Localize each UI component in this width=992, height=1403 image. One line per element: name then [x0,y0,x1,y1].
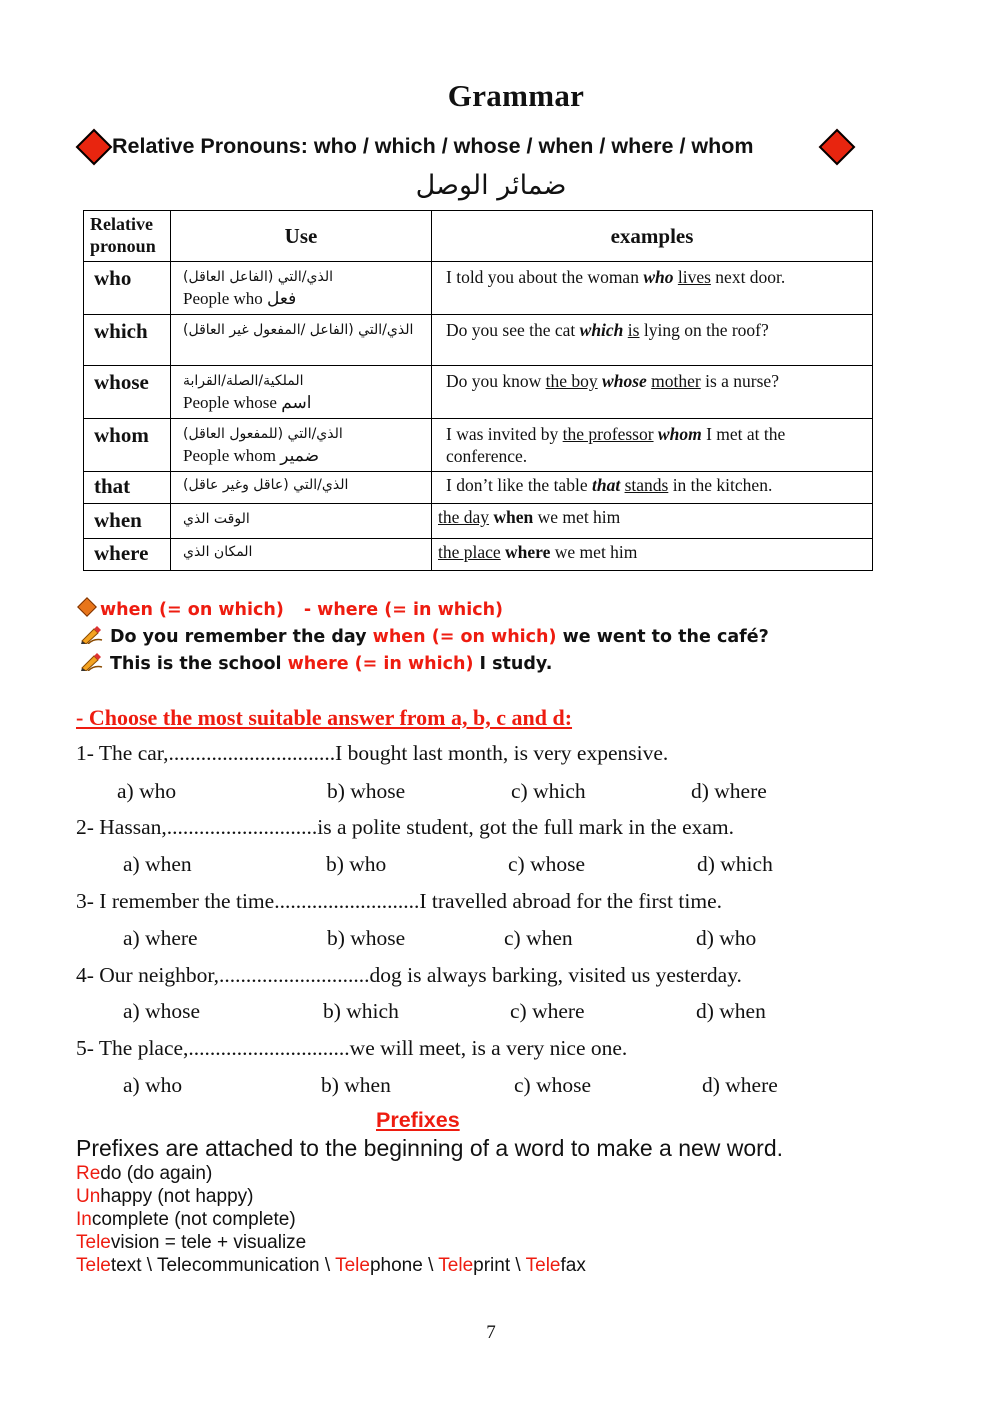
use-cell: الذي/التي (الفاعل /المفعول غير العاقل) [171,315,432,366]
example-cell: the day when we met him [432,504,873,539]
option-1a[interactable]: a) who [117,779,177,803]
option-5d[interactable]: d) where [702,1073,778,1097]
option-1c[interactable]: c) which [511,779,586,803]
question-1: 1- The car,...............................I bought last month, is very expensive. [76,741,669,765]
prefix-example: Incomplete (not complete) [76,1209,296,1230]
pronoun-cell: which [84,315,171,366]
use-cell: الذي/التي (للمفعول العاقل) People whom ضمير [171,419,432,472]
option-3a[interactable]: a) where [123,926,198,950]
option-2c[interactable]: c) whose [508,852,586,876]
header-examples: examples [432,211,873,262]
page-title: Grammar [447,78,585,113]
option-5a[interactable]: a) who [123,1073,183,1097]
header-use: Use [171,211,432,262]
pronoun-cell: whom [84,419,171,472]
question-4: 4- Our neighbor,............................dog is always barking, visited us yesterday. [76,963,742,987]
table-row [84,366,873,419]
table-row [84,419,873,472]
relative-pronouns-table [83,210,873,571]
subheading: Relative Pronouns: who / which / whose / when / where / whom [112,134,754,158]
option-3b[interactable]: b) whose [327,926,406,950]
pronoun-cell: who [84,262,171,315]
use-cell: الذي/التي (عاقل وغير عاقل) [171,472,432,504]
prefixes-intro: Prefixes are attached to the beginning of a word to make a new word. [76,1135,784,1161]
table-row [84,262,873,315]
example-cell: I told you about the woman who lives next door. [432,262,873,315]
table-row [84,472,873,504]
page-number: 7 [486,1322,496,1343]
table-row [84,504,873,539]
option-4a[interactable]: a) whose [123,999,201,1023]
question-2: 2- Hassan,............................is a polite student, got the full mark in the exam. [76,815,735,839]
option-3d[interactable]: d) who [696,926,757,950]
option-4d[interactable]: d) when [696,999,766,1023]
question-3: 3- I remember the time...........................I travelled abroad for the first time. [76,889,722,913]
exercise-heading: - Choose the most suitable answer from a, b, c and d: [76,705,573,730]
prefix-example: Teletext \ Telecommunication \ Telephone \ Teleprint \ Telefax [76,1255,586,1276]
example-cell: I don’t like the table that stands in the kitchen. [432,472,873,504]
header-pronoun: Relative pronoun [84,211,171,262]
prefix-example: Redo (do again) [76,1163,213,1184]
pencil-hand-icon [80,653,104,671]
note-example-2: This is the school where (= in which) I study. [80,654,552,674]
use-cell: الذي/التي (الفاعل العاقل) People who فعل [171,262,432,315]
option-4c[interactable]: c) where [510,999,585,1023]
use-cell: الوقت الذي [171,504,432,539]
pronoun-cell: whose [84,366,171,419]
example-cell: Do you know the boy whose mother is a nurse? [432,366,873,419]
table-row [84,539,873,571]
orange-diamond-icon [77,597,97,617]
example-cell: I was invited by the professor whom I met at the conference. [432,419,873,472]
question-5: 5- The place,..............................we will meet, is a very nice one. [76,1036,628,1060]
pronoun-cell: where [84,539,171,571]
use-cell: الملكية/الصلة/القرابة People whose اسم [171,366,432,419]
table-row [84,315,873,366]
right-diamond-icon [819,129,856,166]
option-3c[interactable]: c) when [504,926,573,950]
option-5b[interactable]: b) when [321,1073,391,1097]
prefix-example: Television = tele + visualize [76,1232,307,1253]
pronoun-cell: that [84,472,171,504]
example-cell: Do you see the cat which is lying on the roof? [432,315,873,366]
left-diamond-icon [76,129,113,166]
note-example-1: Do you remember the day when (= on which) we went to the café? [80,627,769,647]
example-cell: the place where we met him [432,539,873,571]
option-1b[interactable]: b) whose [327,779,406,803]
option-5c[interactable]: c) whose [514,1073,592,1097]
use-cell: المكان الذي [171,539,432,571]
table-header-row [84,211,873,262]
option-2a[interactable]: a) when [123,852,192,876]
option-2b[interactable]: b) who [326,852,387,876]
pronoun-cell: when [84,504,171,539]
prefixes-title: Prefixes [376,1108,460,1132]
note-line: when (= on which) - where (= in which) [80,600,503,620]
option-4b[interactable]: b) which [323,999,399,1023]
prefix-example: Unhappy (not happy) [76,1186,254,1207]
option-2d[interactable]: d) which [697,852,773,876]
pencil-hand-icon [80,626,104,644]
arabic-title: ضمائر الوصل [415,170,567,201]
subheading-bar [78,128,918,168]
option-1d[interactable]: d) where [691,779,767,803]
